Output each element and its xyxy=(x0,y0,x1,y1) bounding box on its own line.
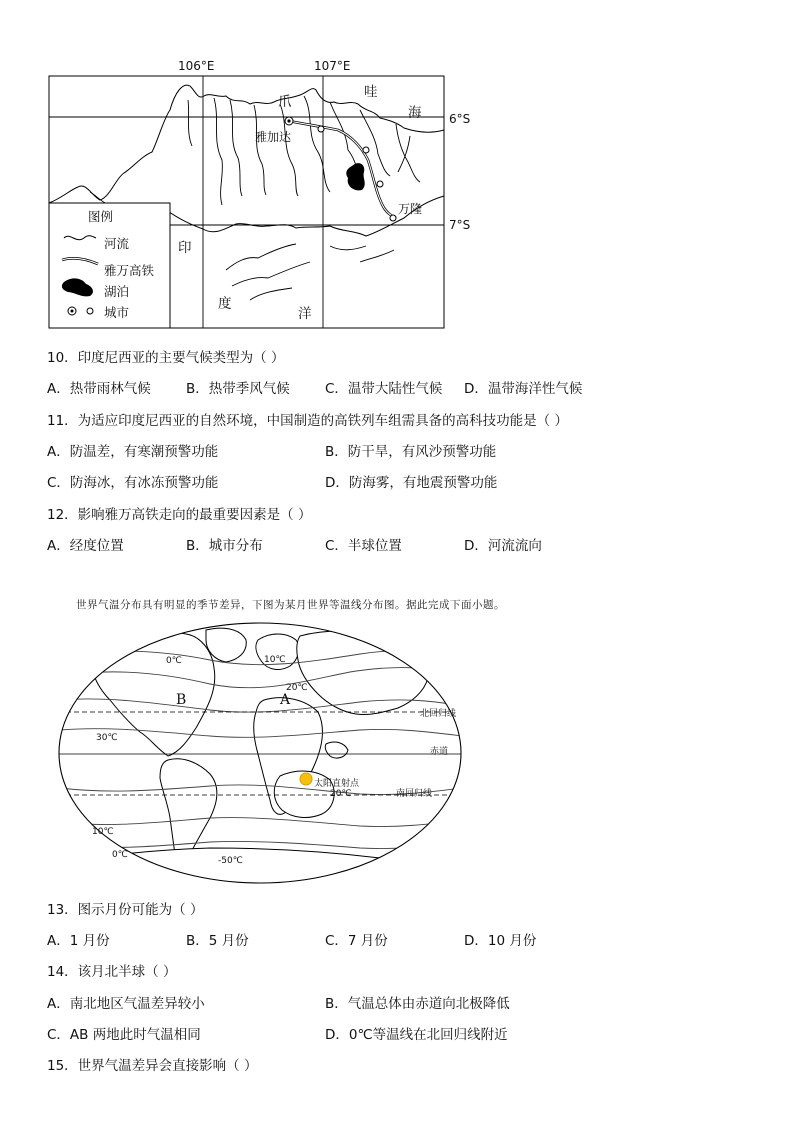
label-north-tropic: 北回归线 xyxy=(420,709,457,719)
lon-label-107: 107°E xyxy=(314,59,351,73)
q13-option-d[interactable]: D．10 月份 xyxy=(464,933,537,949)
isotherm-label-10c-south: 10℃ xyxy=(92,827,114,837)
label-wa: 哇 xyxy=(364,84,378,100)
lat-label-6s: 6°S xyxy=(449,112,471,126)
legend-railway: 雅万高铁 xyxy=(104,263,155,278)
q10-stem: 10．印度尼西亚的主要气候类型为（ ） xyxy=(47,350,285,366)
label-yang: 洋 xyxy=(298,306,312,322)
q11-stem: 11．为适应印度尼西亚的自然环境，中国制造的高铁列车组需具备的高科技功能是（ ） xyxy=(47,413,568,429)
q10-option-b[interactable]: B．热带季风气候 xyxy=(186,381,290,397)
legend-river: 河流 xyxy=(104,236,130,251)
label-zhua: 爪 xyxy=(278,94,292,110)
q10-option-d[interactable]: D．温带海洋性气候 xyxy=(464,381,583,397)
point-b: B xyxy=(176,692,187,708)
label-jakarta: 雅加达 xyxy=(255,130,292,144)
q12-stem: 12．影响雅万高铁走向的最重要因素是（ ） xyxy=(47,507,312,523)
label-du: 度 xyxy=(218,296,232,312)
isotherm-label-30c: 30℃ xyxy=(96,733,118,743)
q11-option-c[interactable]: C．防海冰，有冰冻预警功能 xyxy=(47,475,219,491)
q14-option-a[interactable]: A．南北地区气温差异较小 xyxy=(47,996,205,1012)
label-hai: 海 xyxy=(408,105,422,121)
q12-option-a[interactable]: A．经度位置 xyxy=(47,538,124,554)
q12-option-b[interactable]: B．城市分布 xyxy=(186,538,263,554)
isotherm-label-0c-south: 0℃ xyxy=(112,850,128,860)
q13-option-a[interactable]: A．1 月份 xyxy=(47,933,110,949)
q12-option-c[interactable]: C．半球位置 xyxy=(325,538,402,554)
q15-stem: 15．世界气温差异会直接影响（ ） xyxy=(47,1058,258,1074)
label-subsolar-point: 太阳直射点 xyxy=(314,779,360,789)
q13-option-c[interactable]: C．7 月份 xyxy=(325,933,388,949)
section-intro: 世界气温分布具有明显的季节差异，下图为某月世界等温线分布图。据此完成下面小题。 xyxy=(76,599,505,611)
q12-option-d[interactable]: D．河流流向 xyxy=(464,538,542,554)
isotherm-label-0c: 0℃ xyxy=(166,656,182,666)
q13-stem: 13．图示月份可能为（ ） xyxy=(47,902,204,918)
label-south-tropic: 南回归线 xyxy=(396,789,433,799)
isotherm-label-20c-north: 20℃ xyxy=(286,683,308,693)
q11-option-d[interactable]: D．防海雾，有地震预警功能 xyxy=(325,475,498,491)
q14-option-d[interactable]: D．0℃等温线在北回归线附近 xyxy=(325,1027,508,1043)
isotherm-label-10c-north: 10℃ xyxy=(264,655,286,665)
q11-option-a[interactable]: A．防温差，有寒潮预警功能 xyxy=(47,444,219,460)
legend-city: 城市 xyxy=(104,305,130,320)
label-bandung: 万隆 xyxy=(398,202,423,216)
q10-option-a[interactable]: A．热带雨林气候 xyxy=(47,381,151,397)
q14-option-b[interactable]: B．气温总体由赤道向北极降低 xyxy=(325,996,510,1012)
lon-label-106: 106°E xyxy=(178,59,215,73)
q14-option-c[interactable]: C．AB 两地此时气温相同 xyxy=(47,1027,201,1043)
legend-lake: 湖泊 xyxy=(104,284,130,299)
legend-title: 图例 xyxy=(88,209,114,224)
q14-stem: 14．该月北半球（ ） xyxy=(47,964,177,980)
lat-label-7s: 7°S xyxy=(449,218,471,232)
q10-option-c[interactable]: C．温带大陆性气候 xyxy=(325,381,443,397)
q11-option-b[interactable]: B．防干旱，有风沙预警功能 xyxy=(325,444,497,460)
label-equator: 赤道 xyxy=(430,747,449,757)
isotherm-label-minus50c: -50℃ xyxy=(218,856,243,866)
q13-option-b[interactable]: B．5 月份 xyxy=(186,933,249,949)
point-a: A xyxy=(280,692,291,708)
label-yin: 印 xyxy=(178,240,192,256)
isotherm-label-20c-south: 20℃ xyxy=(330,789,352,799)
